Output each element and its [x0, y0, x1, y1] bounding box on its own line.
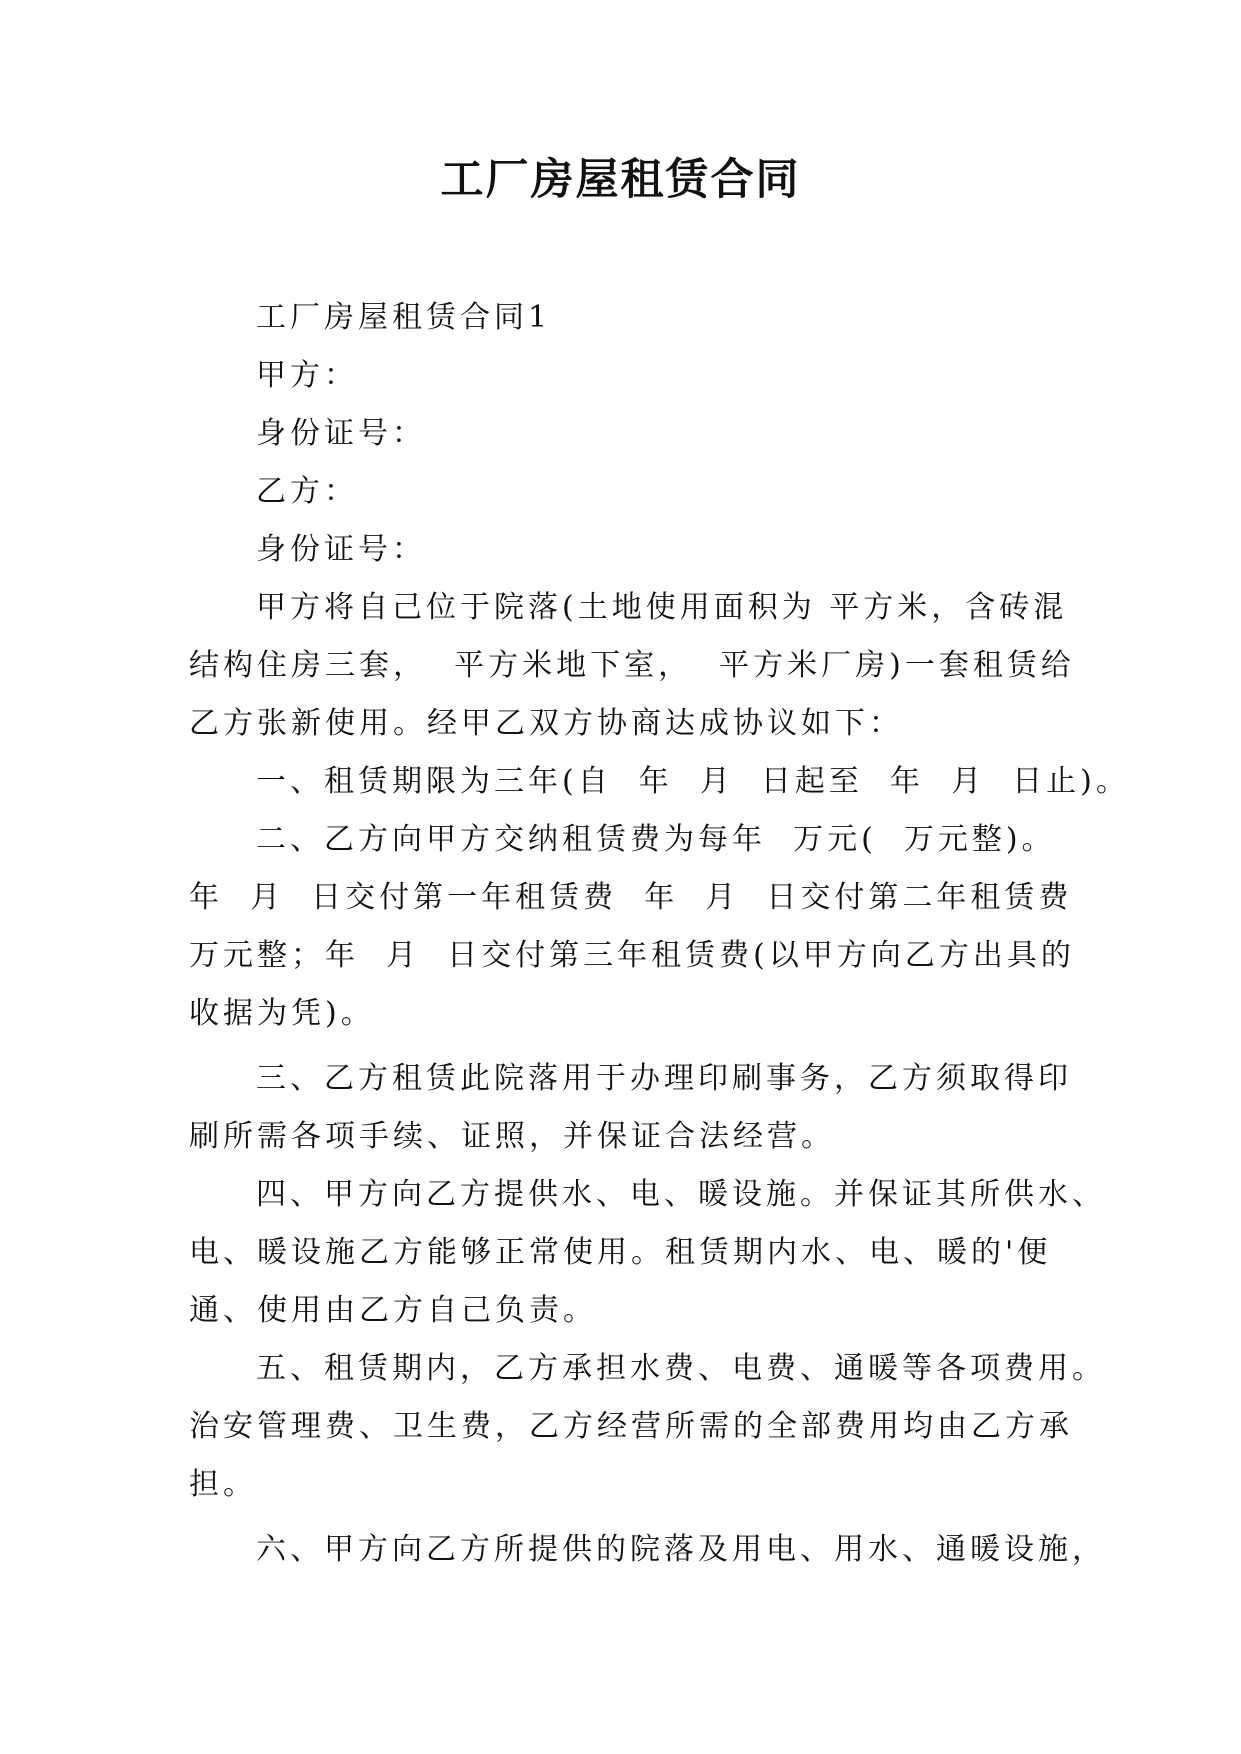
paragraph-gap — [189, 1514, 1059, 1521]
intro-paragraph-line: 结构住房三套， 平方米地下室， 平方米厂房)一套租赁给 — [189, 648, 1075, 683]
clause-3-line: 刷所需各项手续、证照，并保证合法经营。 — [189, 1119, 835, 1154]
clause-6-line: 六、甲方向乙方所提供的院落及用电、用水、通暖设施， — [256, 1532, 1106, 1567]
contract-subtitle: 工厂房屋租赁合同1 — [256, 300, 552, 335]
clause-4-line: 通、使用由乙方自己负责。 — [189, 1293, 597, 1328]
clause-3-line: 三、乙方租赁此院落用于办理印刷事务，乙方须取得印 — [256, 1061, 1072, 1096]
clause-2-line: 年 月 日交付第一年租赁费 年 月 日交付第二年租赁费 — [189, 880, 1073, 915]
document-body — [189, 289, 1130, 1579]
clause-2-line: 收据为凭)。 — [189, 996, 375, 1031]
party-a-id-line: 身份证号： — [256, 416, 426, 451]
document-title: 工厂房屋租赁合同 — [440, 155, 801, 205]
intro-paragraph-line: 甲方将自己位于院落(土地使用面积为 平方米，含砖混 — [256, 590, 1068, 625]
paragraph-gap — [189, 1043, 1059, 1050]
clause-2-line: 万元整；年 月 日交付第三年租赁费(以甲方向乙方出具的 — [189, 938, 1075, 973]
clause-5-line: 治安管理费、卫生费，乙方经营所需的全部费用均由乙方承 — [189, 1409, 1073, 1444]
clause-5-line: 五、租赁期内，乙方承担水费、电费、通暖等各项费用。 — [256, 1351, 1106, 1386]
clause-2-line: 二、乙方向甲方交纳租赁费为每年 万元( 万元整)。 — [256, 822, 1056, 857]
party-b-id-line: 身份证号： — [256, 532, 426, 567]
party-b-line: 乙方： — [256, 474, 358, 509]
party-a-line: 甲方： — [256, 358, 358, 393]
clause-4-line: 四、甲方向乙方提供水、电、暖设施。并保证其所供水、 — [256, 1177, 1106, 1212]
intro-paragraph-line: 乙方张新使用。经甲乙双方协商达成协议如下： — [189, 706, 903, 741]
clause-4-line: 电、暖设施乙方能够正常使用。租赁期内水、电、暖的'便 — [189, 1235, 1052, 1270]
clause-5-line: 担。 — [189, 1467, 257, 1502]
clause-1-line: 一、租赁期限为三年(自 年 月 日起至 年 月 日止)。 — [256, 764, 1130, 799]
